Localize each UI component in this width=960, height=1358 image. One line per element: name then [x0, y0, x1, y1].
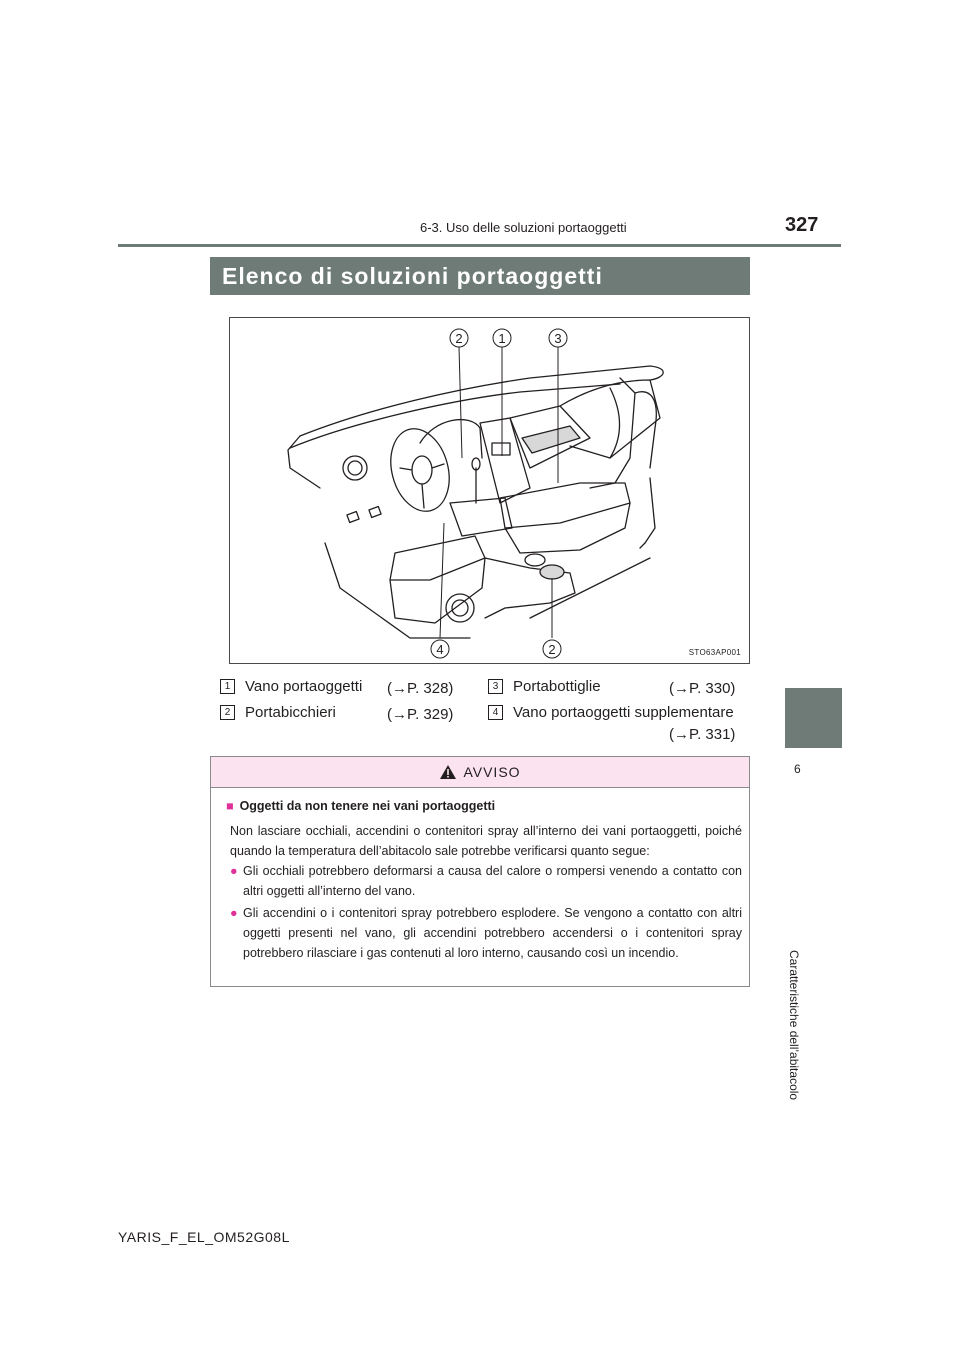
warning-paragraph: Non lasciare occhiali, accendini o contenitori spray all’interno dei vani portaoggetti, poiché quando la temperatura dell’abitacolo sale potrebbe verificarsi quanto segue: [230, 824, 742, 858]
page-number: 327 [785, 214, 819, 236]
legend-ref-4[interactable]: (→P. 331) [669, 726, 736, 743]
cup-holder [540, 565, 564, 579]
callout-3-label: 3 [554, 331, 562, 346]
legend-item-1 [220, 678, 362, 695]
interior-figure [229, 317, 750, 664]
callout-1-label: 1 [498, 331, 506, 346]
callout-2-top-label: 2 [455, 331, 463, 346]
chapter-number: 6 [794, 762, 801, 776]
warning-icon [439, 764, 457, 780]
driver-seat [390, 536, 485, 580]
callout-4-label: 4 [436, 642, 444, 657]
legend-item-3 [488, 678, 601, 695]
legend-ref-2[interactable]: (→P. 329) [387, 706, 454, 723]
warning-heading-marker: ■ [226, 799, 234, 813]
header-rule [118, 244, 841, 247]
left-vent [343, 456, 367, 480]
warning-bullet-2 [230, 903, 742, 963]
warning-header [211, 757, 749, 788]
warning-bullet-2-text: Gli accendini o i contenitori spray potrebbero esplodere. Se vengono a contatto con altri oggetti presenti nel vano, gli accendini potrebbero accendersi o i contenitori spray potrebbero rilasciare i gas contenuti al loro interno, causando così un incendio. [243, 906, 742, 960]
header-section: 6-3. Uso delle soluzioni portaoggetti [420, 220, 627, 235]
warning-bullet-1-text: Gli occhiali potrebbero deformarsi a causa del calore o rompersi venendo a contatto con altri oggetti all’interno del vano. [243, 864, 742, 898]
bullet-marker-1: ● [230, 864, 238, 878]
legend-num-1: 1 [220, 679, 235, 694]
legend-num-4: 4 [488, 705, 503, 720]
warning-title: AVVISO [463, 764, 521, 780]
bullet-marker-2: ● [230, 906, 238, 920]
warning-heading [226, 799, 495, 813]
legend-label-2: Portabicchieri [245, 704, 336, 721]
legend-label-3: Portabottiglie [513, 678, 601, 695]
chapter-tab [785, 688, 842, 748]
legend-label-4: Vano portaoggetti supplementare [513, 704, 734, 721]
legend-label-1: Vano portaoggetti [245, 678, 363, 695]
legend-num-3: 3 [488, 679, 503, 694]
figure-code: STO63AP001 [688, 648, 741, 657]
callout-2-bottom-label: 2 [548, 642, 556, 657]
warning-box [210, 756, 750, 987]
legend-ref-1[interactable]: (→P. 328) [387, 680, 454, 697]
legend-num-2: 2 [220, 705, 235, 720]
legend-item-4 [488, 704, 734, 721]
legend-ref-3[interactable]: (→P. 330) [669, 680, 736, 697]
footer-code: YARIS_F_EL_OM52G08L [118, 1229, 290, 1245]
glove-box [522, 426, 580, 453]
warning-heading-text: Oggetti da non tenere nei vani portaoggetti [239, 799, 496, 813]
warning-bullet-1 [230, 861, 742, 901]
legend-item-2 [220, 704, 336, 721]
chapter-title-text: Caratteristiche dell’abitacolo [787, 950, 801, 1101]
page-title: Elenco di soluzioni portaoggetti [210, 257, 750, 295]
cabin-illustration [230, 318, 751, 665]
steering-wheel [382, 422, 458, 518]
